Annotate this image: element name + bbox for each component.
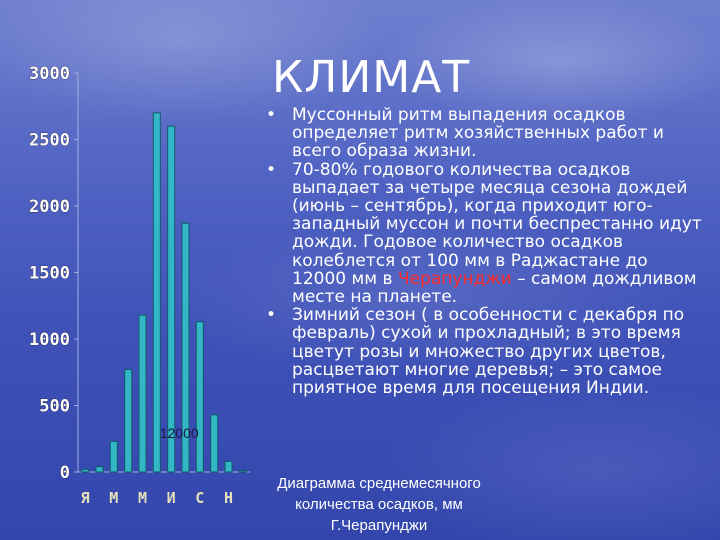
slide-title: КЛИМАТ <box>272 52 471 103</box>
bullet-text: Муссонный ритм выпадения осадков определяет ритм хозяйственных работ и всего образа жизни. <box>292 105 664 162</box>
bullet-text: – самом дождливом месте на планете. <box>292 268 697 308</box>
bar <box>211 415 218 472</box>
y-tick-label: 1500 <box>29 263 70 284</box>
bar <box>82 469 89 472</box>
y-tick-label: 2500 <box>29 130 70 151</box>
caption-line: Диаграмма среднемесячного <box>277 475 481 492</box>
bullet-dot-icon: • <box>266 159 277 180</box>
y-tick-label: 500 <box>39 396 70 417</box>
bar-annotation: 12000 <box>159 425 199 441</box>
bar <box>225 461 232 472</box>
bullet-dot-icon: • <box>266 105 277 125</box>
bullet-item <box>266 306 706 397</box>
x-category-label: М <box>109 489 119 507</box>
bar <box>239 471 246 472</box>
bar <box>96 467 103 472</box>
x-category-label: Н <box>223 489 234 507</box>
bullet-list <box>266 106 706 397</box>
caption-line: Г.Черапунджи <box>330 517 428 534</box>
bullet-item <box>266 106 706 161</box>
bar <box>139 315 146 472</box>
chart-caption <box>254 473 504 536</box>
y-tick-label: 3000 <box>29 64 70 84</box>
x-category-label: М <box>137 489 148 507</box>
x-category-label: С <box>195 489 205 507</box>
x-category-label: Я <box>80 489 90 507</box>
bullet-item <box>266 161 706 307</box>
y-tick-label: 0 <box>59 463 70 483</box>
bullet-text: Зимний сезон ( в особенности с декабря по февраль) сухой и прохладный; в это время цветут розы и множество других цветов, расцветают многие деревья; – это самое приятное время для посещения Индии. <box>292 305 685 399</box>
bar <box>196 322 203 472</box>
bar <box>168 126 175 472</box>
bar <box>153 113 160 472</box>
y-tick-label: 2000 <box>29 197 70 217</box>
x-category-label: И <box>166 489 176 507</box>
bullet-dot-icon: • <box>266 305 277 326</box>
caption-line: количества осадков, мм <box>295 496 463 513</box>
bar <box>110 441 117 472</box>
y-tick-label: 1000 <box>29 330 70 350</box>
bullet-text: 70-80% годового количества осадков выпадает за четыре месяца сезона дождей (июнь – сентябрь), когда приходит юго-западный муссон и почти беспрестанно идут дожди. Годовое количество осадков колеблется от 100 мм в Раджастане до 12000 мм в <box>292 159 702 289</box>
bar <box>125 370 132 472</box>
highlighted-place-name: Черапунджи <box>397 268 512 289</box>
